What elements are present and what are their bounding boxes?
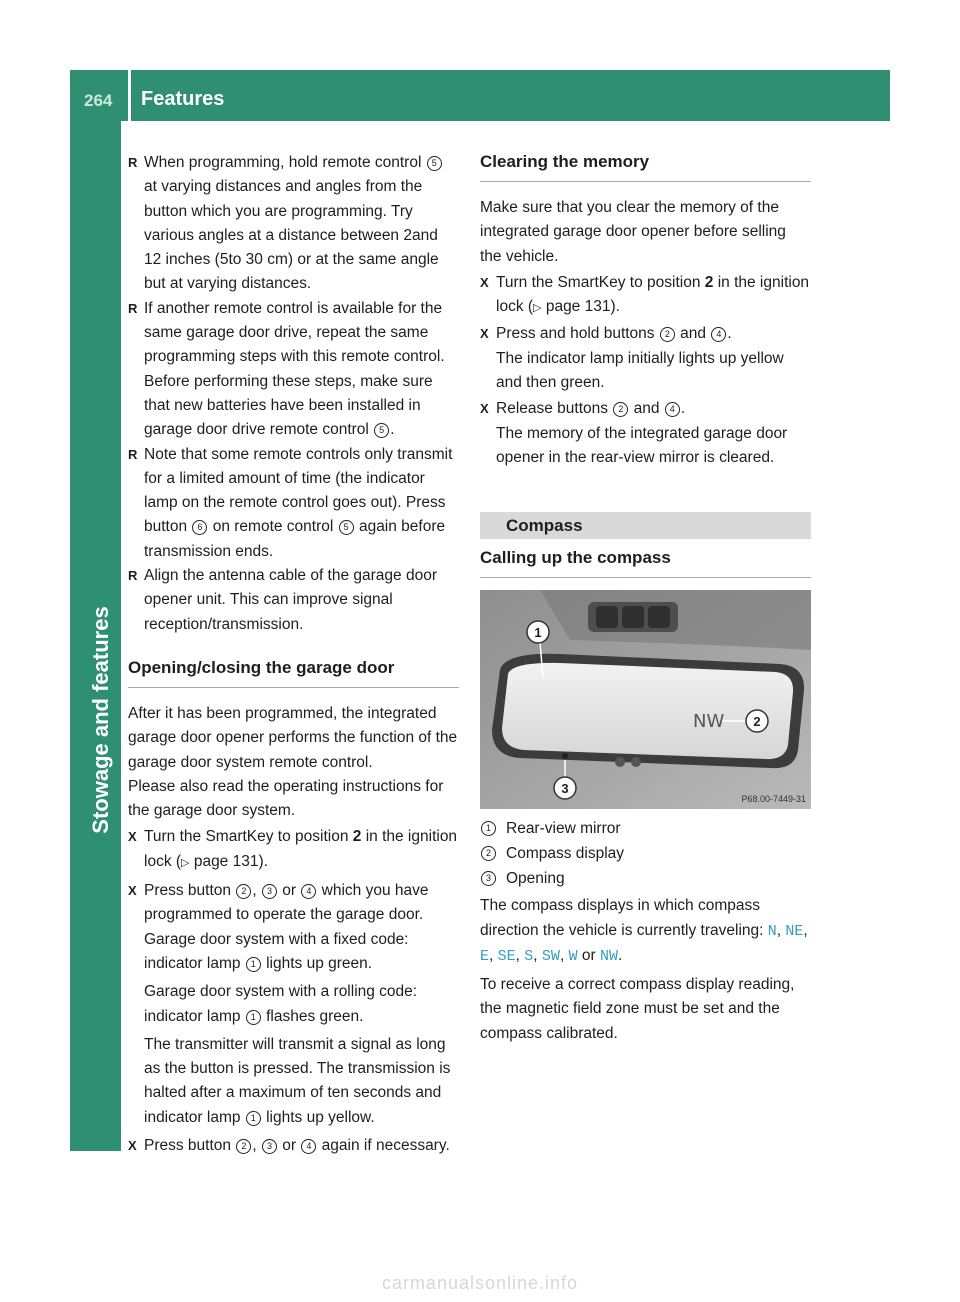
legend-label: Compass display — [506, 845, 625, 863]
step-subtext — [144, 980, 459, 1029]
step-text: , — [252, 1136, 261, 1154]
right-column — [480, 151, 811, 1046]
page-ref-arrow-icon: ▷ — [181, 856, 190, 869]
callout-icon: 5 — [374, 423, 389, 438]
step-marker: X — [480, 401, 489, 417]
compass-paragraph: The compass displays in which compass direction the vehicle is currently traveling: N, NE, E, SE, S, SW, W or NW. — [480, 897, 808, 965]
bullet-item — [128, 151, 459, 297]
step-subtext — [144, 1033, 459, 1130]
direction-code: S — [524, 947, 534, 965]
step-text: flashes green. — [261, 1007, 364, 1025]
step-marker: X — [480, 274, 489, 290]
clear-intro: Make sure that you clear the memory of the integrated garage door opener before selling the vehicle. — [480, 199, 786, 265]
step-item — [128, 825, 459, 875]
step-text: lights up yellow. — [261, 1108, 375, 1126]
step-text: Press and hold buttons — [496, 325, 659, 343]
bullet-text: When programming, hold remote control — [144, 154, 426, 171]
paragraph-text: The compass displays in which compass direction the vehicle is currently traveling: — [480, 897, 768, 939]
section-title-opening: Opening/closing the garage door — [128, 657, 459, 688]
console-button-icon — [596, 606, 618, 628]
header-divider — [128, 70, 131, 121]
callout-icon: 4 — [301, 1139, 316, 1154]
callout-icon: 1 — [481, 821, 496, 836]
direction-code: W — [568, 947, 578, 965]
callout-icon: 2 — [236, 884, 251, 899]
step-text: which you have programmed to operate the garage door. — [144, 882, 429, 924]
step-item — [480, 397, 811, 470]
page-ref-arrow-icon: ▷ — [533, 302, 542, 315]
bullet-text: If another remote control is available for the same garage door drive, repeat the same programming steps with this remote control. Before performing these steps, make sure that new batteries have been installed in garage door drive remote control — [144, 299, 445, 439]
step-bold: 2 — [704, 273, 714, 291]
bezel-button-icon — [631, 757, 641, 767]
page-title: Features — [141, 88, 225, 110]
mirror-figure — [480, 590, 811, 809]
step-text: Press button — [144, 1136, 236, 1154]
callout-icon: 3 — [481, 871, 496, 886]
step-item — [128, 879, 459, 1130]
callout-label: 3 — [561, 781, 569, 797]
step-text: . — [727, 325, 732, 343]
section-title-compass: Calling up the compass — [480, 547, 811, 578]
step-marker: X — [128, 883, 137, 899]
direction-code: SW — [541, 947, 560, 965]
page-number: 264 — [84, 91, 113, 110]
side-tab-label-box — [84, 590, 118, 850]
compass-display: NW — [693, 711, 725, 733]
step-marker: X — [128, 1137, 137, 1153]
bullet-text: on remote control — [208, 518, 338, 536]
rear-view-mirror-glass — [502, 663, 793, 759]
console-button-icon — [622, 606, 644, 628]
calibration-note: To receive a correct compass display reading, the magnetic field zone must be set and the compass calibrated. — [480, 976, 795, 1042]
step-text: Release buttons — [496, 400, 613, 418]
side-tab-label: Stowage and features — [88, 606, 113, 834]
bullet-text: at varying distances and angles from the button which you are programming. Try various angles at a distance between 2and 12 inches (5to 30 cm) or at the same angle but at varying distances. — [144, 178, 439, 293]
step-text: Garage door system with a rolling code: indicator lamp — [144, 983, 418, 1025]
callout-icon: 1 — [246, 1111, 261, 1126]
figure-code: P68.00-7449-31 — [741, 794, 806, 805]
bullet-item — [128, 297, 459, 443]
callout-icon: 3 — [262, 1139, 277, 1154]
section-title-clearing: Clearing the memory — [480, 151, 811, 182]
step-item — [128, 1134, 459, 1158]
bezel-button-icon — [615, 757, 625, 767]
direction-code: NW — [600, 947, 619, 965]
callout-icon: 6 — [192, 520, 207, 535]
callout-icon: 2 — [481, 846, 496, 861]
paragraph-text: or — [581, 946, 596, 964]
legend-label: Opening — [506, 870, 565, 888]
intro-paragraph: After it has been programmed, the integrated garage door opener performs the function of the garage door system remote control. — [128, 704, 458, 771]
bullet-item — [128, 564, 459, 637]
step-text: or — [277, 882, 301, 900]
step-text: and — [629, 400, 664, 418]
step-text: , — [252, 882, 261, 900]
step-text: Turn the SmartKey to position — [496, 273, 705, 291]
direction-code: SE — [497, 947, 516, 965]
bullet-marker: R — [128, 300, 138, 316]
step-bold: 2 — [352, 828, 362, 846]
legend-item — [480, 817, 811, 842]
callout-icon: 2 — [660, 327, 675, 342]
callout-label: 2 — [753, 714, 761, 730]
step-text: in the ignition lock ( — [144, 828, 458, 870]
callout-icon: 4 — [301, 884, 316, 899]
step-text: Garage door system with a fixed code: indicator lamp — [144, 930, 409, 972]
bullet-marker: R — [128, 155, 138, 170]
step-subtext: The memory of the integrated garage door opener in the rear-view mirror is cleared. — [496, 424, 788, 466]
step-marker: X — [480, 326, 489, 342]
legend — [480, 817, 811, 892]
callout-icon: 2 — [236, 1139, 251, 1154]
legend-item — [480, 867, 811, 892]
callout-icon: 5 — [427, 156, 442, 171]
step-text: again if necessary. — [317, 1136, 450, 1154]
step-text: page 131). — [541, 298, 620, 316]
step-text: Press button — [144, 882, 236, 900]
step-text: Turn the SmartKey to position — [144, 828, 353, 846]
step-subtext — [144, 928, 459, 977]
legend-label: Rear-view mirror — [506, 820, 621, 838]
bullet-text: Align the antenna cable of the garage door opener unit. This can improve signal reception/transmission. — [144, 567, 438, 633]
step-text: . — [680, 400, 686, 418]
callout-icon: 1 — [246, 957, 261, 972]
compass-section-heading: Compass — [480, 512, 811, 539]
bullet-marker: R — [128, 446, 138, 462]
step-subtext: The indicator lamp initially lights up yellow and then green. — [496, 349, 784, 392]
watermark: carmanualsonline.info — [381, 1273, 579, 1293]
step-text: lights up green. — [261, 954, 373, 972]
step-item — [480, 271, 811, 321]
legend-item — [480, 842, 811, 867]
callout-icon: 5 — [339, 520, 354, 535]
intro-paragraph: Please also read the operating instructions for the garage door system. — [128, 777, 444, 820]
callout-icon: 4 — [711, 327, 726, 342]
callout-label: 1 — [534, 625, 542, 641]
opening-hole — [562, 753, 568, 759]
step-text: and — [675, 325, 711, 343]
bullet-item — [128, 443, 459, 564]
bullet-text: again before transmission ends. — [144, 518, 446, 560]
callout-icon: 1 — [246, 1010, 261, 1025]
step-text: in the ignition lock ( — [496, 273, 810, 316]
left-column — [128, 151, 459, 1158]
step-text: or — [277, 1136, 301, 1154]
direction-code: NE — [785, 922, 804, 940]
callout-icon: 4 — [665, 402, 680, 417]
step-text: page 131). — [189, 852, 268, 870]
direction-code: E — [480, 947, 490, 965]
callout-icon: 3 — [262, 884, 277, 899]
direction-code: N — [767, 922, 777, 940]
step-item — [480, 322, 811, 395]
bullet-text: . — [390, 421, 395, 439]
callout-icon: 2 — [613, 402, 628, 417]
step-marker: X — [128, 829, 137, 845]
step-text: The transmitter will transmit a signal as long as the button is pressed. The transmission is halted after a maximum of ten seconds and indicator lamp — [144, 1035, 451, 1126]
console-button-icon — [648, 606, 670, 628]
bullet-text: Note that some remote controls only transmit for a limited amount of time (the indicator lamp on the remote control goes out). Press button — [144, 445, 453, 536]
bullet-marker: R — [128, 568, 138, 584]
